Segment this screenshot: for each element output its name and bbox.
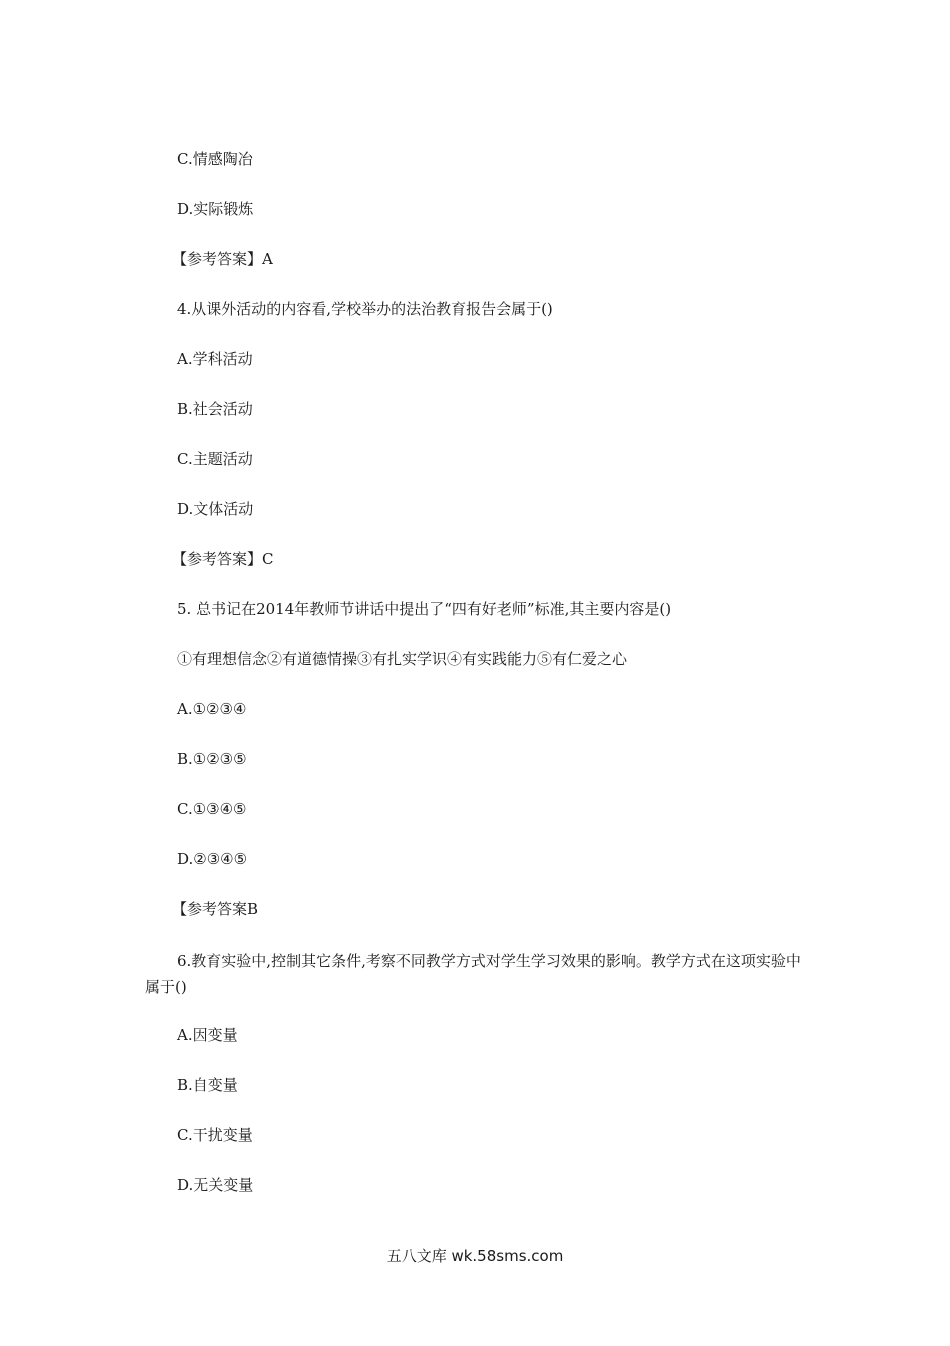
question-5: 5. 总书记在2014年教师节讲话中提出了“四有好老师”标准,其主要内容是(): [177, 600, 672, 618]
option-a-q4: A.学科活动: [177, 350, 253, 368]
option-b-q6: B.自变量: [177, 1076, 238, 1094]
option-a-q5: A.①②③④: [177, 700, 247, 718]
option-d-q3: D.实际锻炼: [177, 200, 254, 218]
question-6: 6.教育实验中,控制其它条件,考察不同教学方式对学生学习效果的影响。教学方式在这项实验中属于(): [145, 952, 801, 996]
option-b-q5: B.①②③⑤: [177, 750, 247, 768]
question-5-items: ①有理想信念②有道德情操③有扎实学识④有实践能力⑤有仁爱之心: [177, 650, 628, 668]
answer-q4: 【参考答案】C: [172, 550, 274, 568]
option-c-q3: C.情感陶冶: [177, 150, 253, 168]
option-c-q6: C.干扰变量: [177, 1126, 253, 1144]
answer-q3: 【参考答案】A: [172, 250, 273, 268]
option-c-q5: C.①③④⑤: [177, 800, 247, 818]
option-d-q4: D.文体活动: [177, 500, 254, 518]
option-a-q6: A.因变量: [177, 1026, 238, 1044]
option-c-q4: C.主题活动: [177, 450, 253, 468]
option-b-q4: B.社会活动: [177, 400, 253, 418]
option-d-q5: D.②③④⑤: [177, 850, 248, 868]
answer-q5: 【参考答案B: [172, 900, 259, 918]
page-footer-watermark: 五八文库 wk.58sms.com: [386, 1247, 564, 1265]
option-d-q6: D.无关变量: [177, 1176, 254, 1194]
question-4: 4.从课外活动的内容看,学校举办的法治教育报告会属于(): [177, 300, 553, 318]
